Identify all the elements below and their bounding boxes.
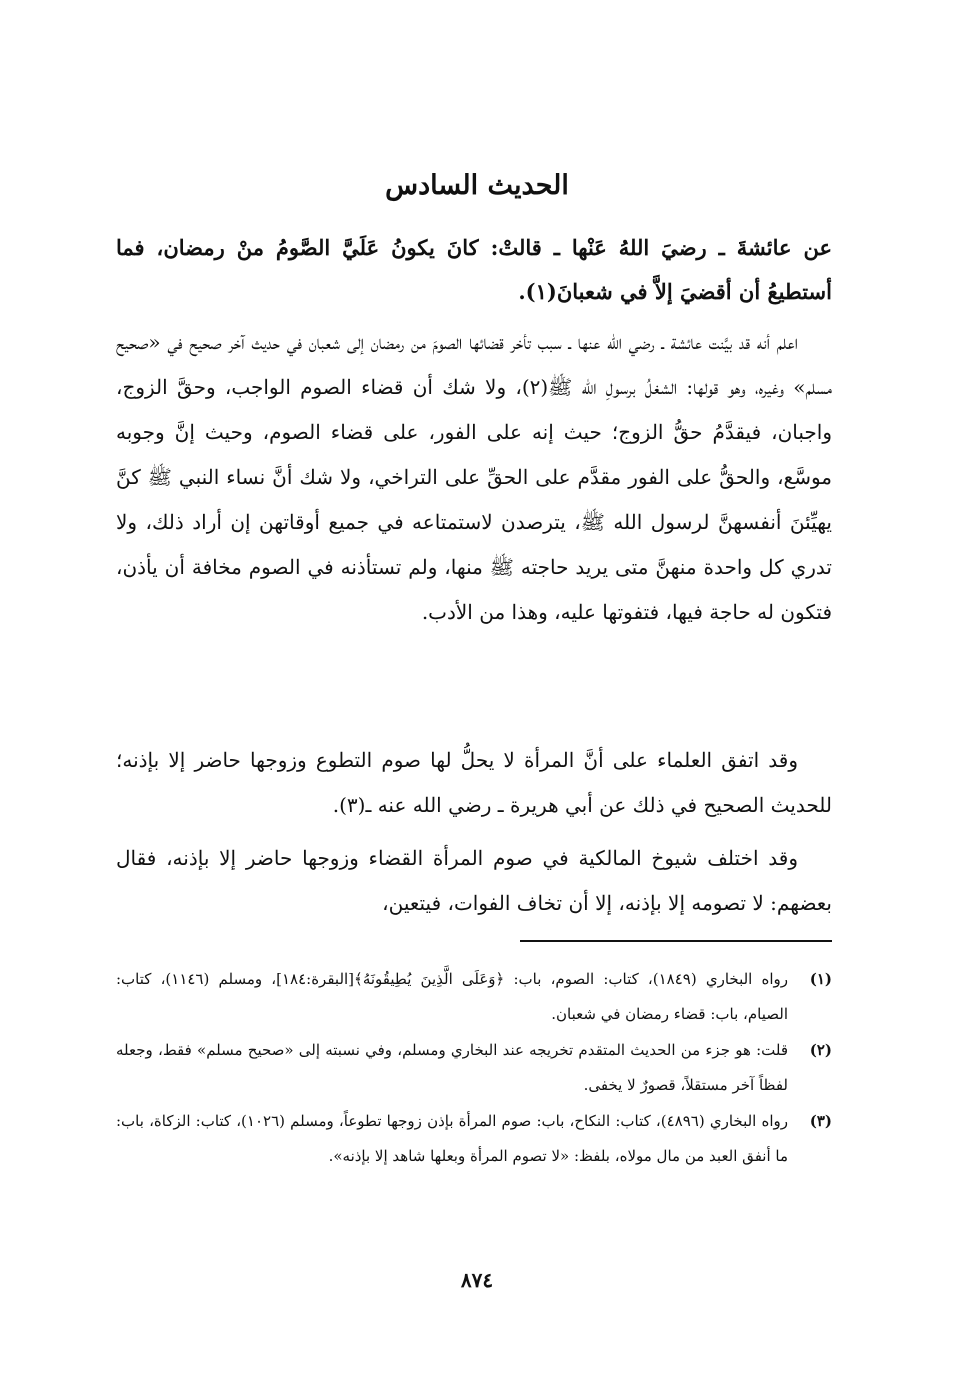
commentary-paragraph-3: وقد اختلف شيوخ المالكية في صوم المرأة القضاء وزوجها حاضر إلا بإذنه، فقال بعضهم: لا تصومه إلا بإذنه، إلا أن تخاف الفوات، فيتعين،	[116, 846, 832, 915]
footnote	[116, 962, 832, 1032]
footnote	[116, 1033, 832, 1103]
footnote-text: قلت: هو جزء من الحديث المتقدم تخريجه عند البخاري ومسلم، وفي نسبته إلى «صحيح مسلم» فقط، وجعله لفظاً آخر مستقلاً، قصورٌ لا يخفى.	[116, 1041, 788, 1094]
hadith-text: عن عائشةَ ـ رضيَ اللهُ عَنْها ـ قالتْ: كانَ يكونُ عَلَيَّ الصَّومُ منْ رمضان، فما أستطيعُ أن أقضيَ إلاَّ في شعبانَ(١).	[116, 235, 832, 304]
footnote	[116, 1104, 832, 1174]
footnote-separator	[520, 940, 832, 942]
section-heading: الحديث السادس	[385, 170, 569, 201]
footnote-number: (٣)	[809, 1112, 832, 1130]
commentary-paragraph-2: وقد اتفق العلماء على أنَّ المرأة لا يحلُّ لها صوم التطوع وزوجها حاضر إلا بإذنه؛ للحديث الصحيح في ذلك عن أبي هريرة ـ رضي الله عنه ـ(٣).	[116, 748, 832, 817]
footnotes	[116, 962, 832, 1175]
commentary-paragraph-1: اعلم أنه قد بيَّنت عائشة ـ رضي الله عنها ـ سبب تأخر قضائها الصومَ من رمضان إلى شعبان في حديث آخر صحيح في «صحيح مسلم» وغيره، وهو قولها: الشغلُ برسولِ الله ﷺ(٢)، ولا شك أن قضاء الصوم الواجب، وحقَّ الزوج، واجبان، فيقدَّمُ حقُّ الزوج؛ حيث إنه على الفور، على قضاء الصوم، وحيث إنَّ وجوبه موسَّع، والحقُّ على الفور مقدَّم على الحقِّ على التراخي، ولا شك أنَّ نساء النبي ﷺ كنَّ يهيِّئنَ أنفسهنَّ لرسول الله ﷺ، يترصدن لاستمتاعه في جميع أوقاتهن إن أراد ذلك، ولا تدري كل واحدة منهنَّ متى يريد حاجته ﷺ منها، ولم تستأذنه في الصوم مخافة أن يأذن، فتكون له حاجة فيها، فتفوتها عليه، وهذا من الأدب.	[116, 330, 832, 624]
footnote-number: (١)	[809, 970, 832, 988]
footnote-text: رواه البخاري (٤٨٩٦)، كتاب: النكاح، باب: صوم المرأة بإذن زوجها تطوعاً، ومسلم (١٠٢٦)، كتاب: الزكاة، باب: ما أنفق العبد من مال مولاه، بلفظ: «لا تصوم المرأة وبعلها شاهد إلا بإذنه».	[116, 1112, 789, 1165]
footnote-number: (٢)	[809, 1041, 832, 1059]
footnote-text: رواه البخاري (١٨٤٩)، كتاب: الصوم، باب: ﴿وَعَلَى الَّذِينَ يُطِيقُونَهُ﴾[البقرة:١٨٤]، ومسلم (١١٤٦)، كتاب: الصيام، باب: قضاء رمضان في شعبان.	[116, 970, 789, 1023]
page-number: ٨٧٤	[460, 1268, 494, 1292]
